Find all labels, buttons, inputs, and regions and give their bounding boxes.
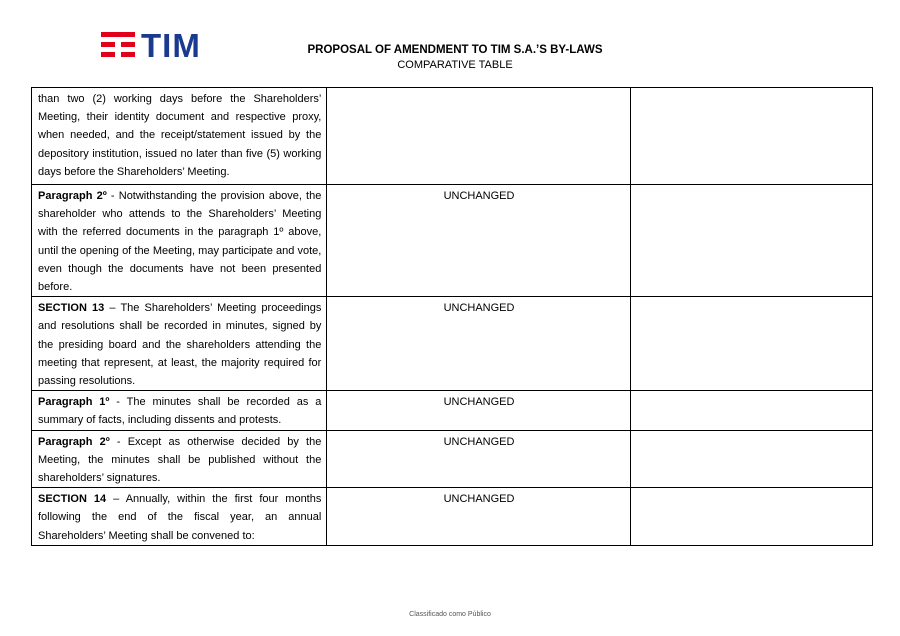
document-subtitle: COMPARATIVE TABLE xyxy=(397,59,513,71)
proposal-cell: UNCHANGED xyxy=(327,297,630,391)
clause-lead: Paragraph 2º xyxy=(38,190,107,202)
clause-text: - Notwithstanding the provision above, the shareholder who attends to the Shareholders’ Meeting with the referred documents in the paragraph 1º above, until the opening of the Meeting, may participate and vote, even though the documents have not been presented before. xyxy=(38,190,322,294)
current-text-cell xyxy=(32,391,327,430)
justification-cell xyxy=(630,391,872,430)
comparative-table xyxy=(31,87,873,546)
proposal-cell: UNCHANGED xyxy=(327,391,630,430)
proposal-cell: UNCHANGED xyxy=(327,430,630,488)
clause-lead: SECTION 13 xyxy=(38,302,105,315)
table-row xyxy=(32,488,873,546)
current-text-cell xyxy=(32,430,327,488)
classification-label: Classificado como Público xyxy=(409,611,491,618)
current-text-cell xyxy=(32,488,327,546)
justification-cell xyxy=(630,430,872,488)
clause-text: - Except as otherwise decided by the Meeting, the minutes shall be published without the shareholders’ signatures. xyxy=(38,435,322,485)
proposal-cell: UNCHANGED xyxy=(327,185,630,297)
proposal-cell: UNCHANGED xyxy=(327,488,630,546)
clause-text: – Annually, within the first four months following the end of the fiscal year, an annual Shareholders’ Meeting shall be convened to: xyxy=(38,493,322,542)
justification-cell xyxy=(630,488,872,546)
clause-lead: SECTION 14 xyxy=(38,493,107,506)
table-row xyxy=(32,88,873,185)
tim-logo-text: TIM xyxy=(141,27,201,64)
current-text-cell xyxy=(32,297,327,391)
table-row xyxy=(32,430,873,488)
tim-logo-bars-icon xyxy=(101,32,135,60)
clause-text: – The Shareholders’ Meeting proceedings and resolutions shall be recorded in minutes, signed by the presiding board and the shareholders attending the meeting that represent, at least, the majority required for passing resolutions. xyxy=(38,302,322,388)
table-row xyxy=(32,297,873,391)
justification-cell xyxy=(630,297,872,391)
table-row xyxy=(32,391,873,430)
clause-text: - The minutes shall be recorded as a summary of facts, including dissents and protests. xyxy=(38,396,322,427)
clause-lead: Paragraph 1º xyxy=(38,396,110,409)
proposal-cell xyxy=(327,88,630,185)
justification-cell xyxy=(630,185,872,297)
document-title: PROPOSAL OF AMENDMENT TO TIM S.A.’S BY-LAWS xyxy=(307,44,603,56)
clause-lead: Paragraph 2º xyxy=(38,435,110,448)
tim-logo xyxy=(101,27,201,64)
table-row xyxy=(32,185,873,297)
justification-cell xyxy=(630,88,872,185)
clause-text: than two (2) working days before the Shareholders’ Meeting, their identity document and respective proxy, when needed, and the receipt/statement issued by the depository institution, issued no later than five (5) working days before the Shareholders’ Meeting. xyxy=(38,93,322,178)
current-text-cell xyxy=(32,88,327,185)
current-text-cell xyxy=(32,185,327,297)
